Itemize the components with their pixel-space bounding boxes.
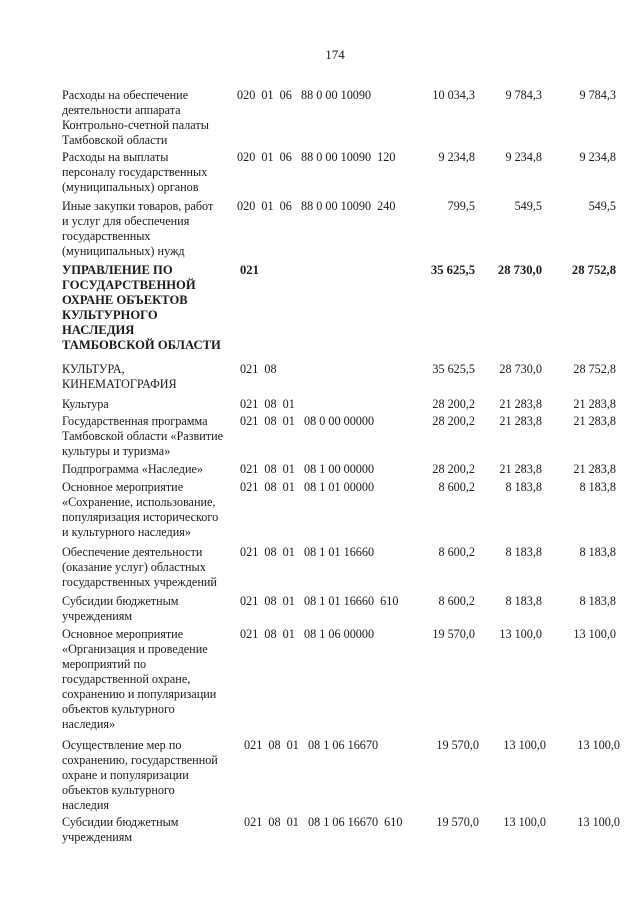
row-code: 021 08 01 08 1 01 16660 610 <box>240 594 399 608</box>
row-name: Расходы на выплаты персоналу государственных (муниципальных) органов <box>62 150 208 194</box>
value-col-2: 8 183,8 <box>505 594 542 608</box>
value-col-1: 8 600,2 <box>438 594 475 608</box>
row-code: 020 01 06 88 0 00 10090 <box>237 88 372 102</box>
page-number: 174 <box>325 47 345 62</box>
row-code: 021 08 01 08 1 01 00000 <box>240 480 375 494</box>
value-col-3: 9 784,3 <box>579 88 616 102</box>
row-name: Подпрограмма «Наследие» <box>62 462 204 476</box>
value-col-3: 28 752,8 <box>573 362 616 376</box>
row-code: 021 08 01 08 1 06 16670 <box>244 738 379 752</box>
row-name: Иные закупки товаров, работ и услуг для обеспечения государственных (муниципальных) нужд <box>62 199 214 258</box>
value-col-2: 8 183,8 <box>505 545 542 559</box>
value-col-1: 8 600,2 <box>438 545 475 559</box>
value-col-3: 13 100,0 <box>573 627 616 641</box>
value-col-2: 549,5 <box>514 199 542 213</box>
value-col-1: 799,5 <box>447 199 475 213</box>
row-code: 020 01 06 88 0 00 10090 120 <box>237 150 396 164</box>
value-col-3: 21 283,8 <box>573 462 616 476</box>
row-code: 021 08 <box>240 362 277 376</box>
row-name: Основное мероприятие «Организация и проведение мероприятий по государственной охране, сохранению и популяризации объектов культурного наследия» <box>62 627 217 731</box>
row-code: 021 08 01 08 1 06 00000 <box>240 627 375 641</box>
value-col-1: 35 625,5 <box>432 362 475 376</box>
value-col-1: 28 200,2 <box>432 462 475 476</box>
value-col-2: 9 784,3 <box>505 88 542 102</box>
value-col-2: 21 283,8 <box>499 397 542 411</box>
value-col-2: 13 100,0 <box>503 815 546 829</box>
value-col-2: 21 283,8 <box>499 462 542 476</box>
row-code: 020 01 06 88 0 00 10090 240 <box>237 199 396 213</box>
row-code: 021 08 01 08 1 00 00000 <box>240 462 375 476</box>
value-col-1: 19 570,0 <box>432 627 475 641</box>
value-col-3: 8 183,8 <box>579 480 616 494</box>
value-col-1: 28 200,2 <box>432 397 475 411</box>
row-name: Осуществление мер по сохранению, государственной охране и популяризации объектов культурного наследия <box>62 738 218 812</box>
value-col-1: 35 625,5 <box>430 263 475 277</box>
value-col-3: 549,5 <box>588 199 616 213</box>
row-name: Расходы на обеспечение деятельности аппарата Контрольно-счетной палаты Тамбовской области <box>62 88 209 147</box>
value-col-2: 28 730,0 <box>499 362 542 376</box>
value-col-3: 13 100,0 <box>577 738 620 752</box>
value-col-1: 8 600,2 <box>438 480 475 494</box>
value-col-2: 8 183,8 <box>505 480 542 494</box>
row-code: 021 <box>240 263 259 277</box>
row-name: Государственная программа Тамбовской области «Развитие культуры и туризма» <box>62 414 224 458</box>
value-col-3: 8 183,8 <box>579 545 616 559</box>
value-col-1: 9 234,8 <box>438 150 475 164</box>
value-col-3: 8 183,8 <box>579 594 616 608</box>
row-name: КУЛЬТУРА, КИНЕМАТОГРАФИЯ <box>62 362 177 391</box>
row-code: 021 08 01 <box>240 397 295 411</box>
value-col-3: 21 283,8 <box>573 397 616 411</box>
value-col-2: 13 100,0 <box>499 627 542 641</box>
row-name: УПРАВЛЕНИЕ ПО ГОСУДАРСТВЕННОЙ ОХРАНЕ ОБЪЕКТОВ КУЛЬТУРНОГО НАСЛЕДИЯ ТАМБОВСКОЙ ОБЛАСТИ <box>62 263 221 352</box>
value-col-3: 28 752,8 <box>571 263 616 277</box>
value-col-2: 28 730,0 <box>497 263 542 277</box>
value-col-2: 13 100,0 <box>503 738 546 752</box>
value-col-2: 21 283,8 <box>499 414 542 428</box>
value-col-3: 13 100,0 <box>577 815 620 829</box>
row-code: 021 08 01 08 0 00 00000 <box>240 414 375 428</box>
row-code: 021 08 01 08 1 01 16660 <box>240 545 375 559</box>
row-name: Основное мероприятие «Сохранение, использование, популяризация исторического и культурного наследия» <box>62 480 219 539</box>
value-col-3: 21 283,8 <box>573 414 616 428</box>
value-col-3: 9 234,8 <box>579 150 616 164</box>
value-col-1: 19 570,0 <box>436 815 479 829</box>
value-col-2: 9 234,8 <box>505 150 542 164</box>
row-name: Обеспечение деятельности (оказание услуг) областных государственных учреждений <box>62 545 217 589</box>
row-name: Культура <box>62 397 109 411</box>
value-col-1: 10 034,3 <box>432 88 475 102</box>
row-name: Субсидии бюджетным учреждениям <box>62 594 179 623</box>
row-code: 021 08 01 08 1 06 16670 610 <box>244 815 403 829</box>
value-col-1: 19 570,0 <box>436 738 479 752</box>
row-name: Субсидии бюджетным учреждениям <box>62 815 179 844</box>
value-col-1: 28 200,2 <box>432 414 475 428</box>
